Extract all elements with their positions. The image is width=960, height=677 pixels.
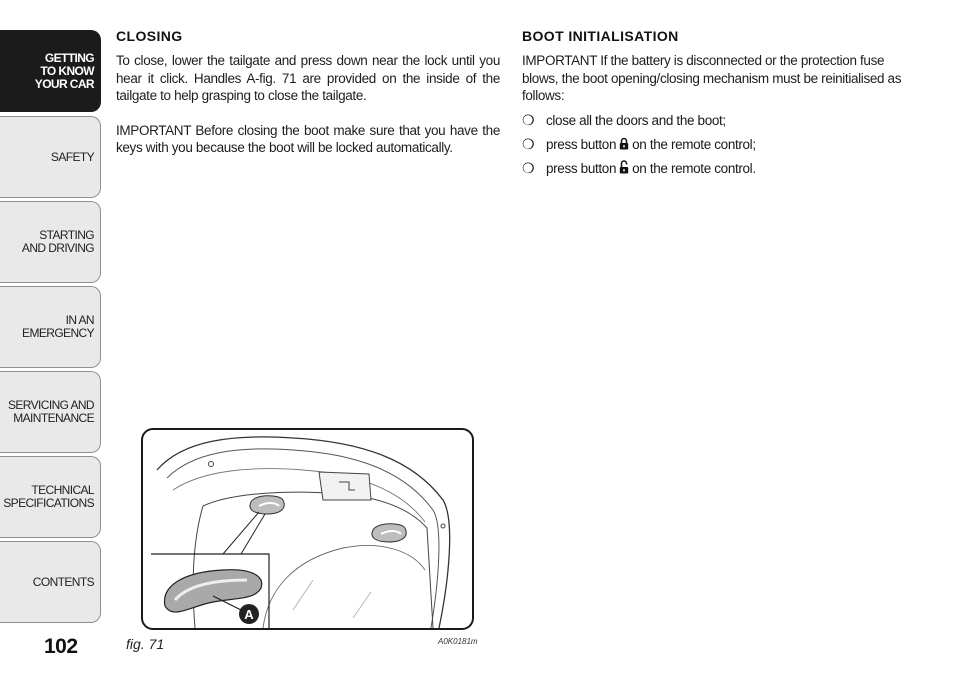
step-text: close all the doors and the boot;	[546, 113, 726, 128]
closing-heading: CLOSING	[116, 28, 183, 44]
tab-label: TECHNICAL SPECIFICATIONS	[3, 483, 94, 510]
page-number: 102	[44, 635, 78, 658]
tab-getting-to-know-your-car[interactable]	[0, 30, 101, 112]
bullet-icon: ❍	[522, 112, 535, 128]
tab-technical-specifications[interactable]	[0, 456, 101, 538]
closing-paragraph-2: IMPORTANT Before closing the boot make sure that you have the keys with you because the boot will be locked automatically.	[116, 122, 500, 155]
tab-label: STARTING AND DRIVING	[21, 228, 94, 255]
boot-init-heading: BOOT INITIALISATION	[522, 28, 679, 44]
closing-paragraph-1: To close, lower the tailgate and press down near the lock until you hear it click. Handles A-fig. 71 are provided on the inside of the tailgate to help grasping to close the tailgate.	[116, 53, 500, 103]
figure-71-illustration	[141, 428, 474, 630]
list-item	[522, 133, 906, 157]
tab-label: IN AN EMERGENCY	[22, 313, 94, 340]
callout-a-label: A	[244, 607, 254, 622]
tab-servicing-and-maintenance[interactable]	[0, 371, 101, 453]
tab-safety[interactable]	[0, 116, 101, 198]
boot-initialisation-section	[522, 28, 906, 181]
tab-label: SAFETY	[50, 149, 94, 164]
closing-section	[116, 28, 500, 157]
step-text-before: press button	[546, 161, 617, 176]
list-item	[522, 109, 906, 133]
boot-init-intro: IMPORTANT If the battery is disconnected or the protection fuse blows, the boot opening/closing mechanism must be reinitialised as follows:	[522, 53, 902, 103]
step-text-after: on the remote control;	[632, 137, 756, 152]
step-text-before: press button	[546, 137, 617, 152]
tab-label: SERVICING AND MAINTENANCE	[7, 398, 94, 425]
tab-label: GETTING TO KNOW YOUR CAR	[34, 50, 94, 91]
tailgate-drawing	[143, 430, 472, 628]
bullet-icon: ❍	[522, 160, 535, 176]
boot-init-steps	[522, 109, 906, 181]
figure-caption: fig. 71	[126, 636, 165, 652]
figure-code: A0K0181m	[438, 637, 478, 646]
step-text-after: on the remote control.	[632, 161, 756, 176]
unlock-icon	[619, 160, 629, 177]
list-item	[522, 157, 906, 181]
tab-label: CONTENTS	[32, 574, 94, 589]
tab-contents[interactable]	[0, 541, 101, 623]
tab-in-an-emergency[interactable]	[0, 286, 101, 368]
bullet-icon: ❍	[522, 136, 535, 152]
tab-starting-and-driving[interactable]	[0, 201, 101, 283]
lock-icon	[619, 137, 629, 153]
